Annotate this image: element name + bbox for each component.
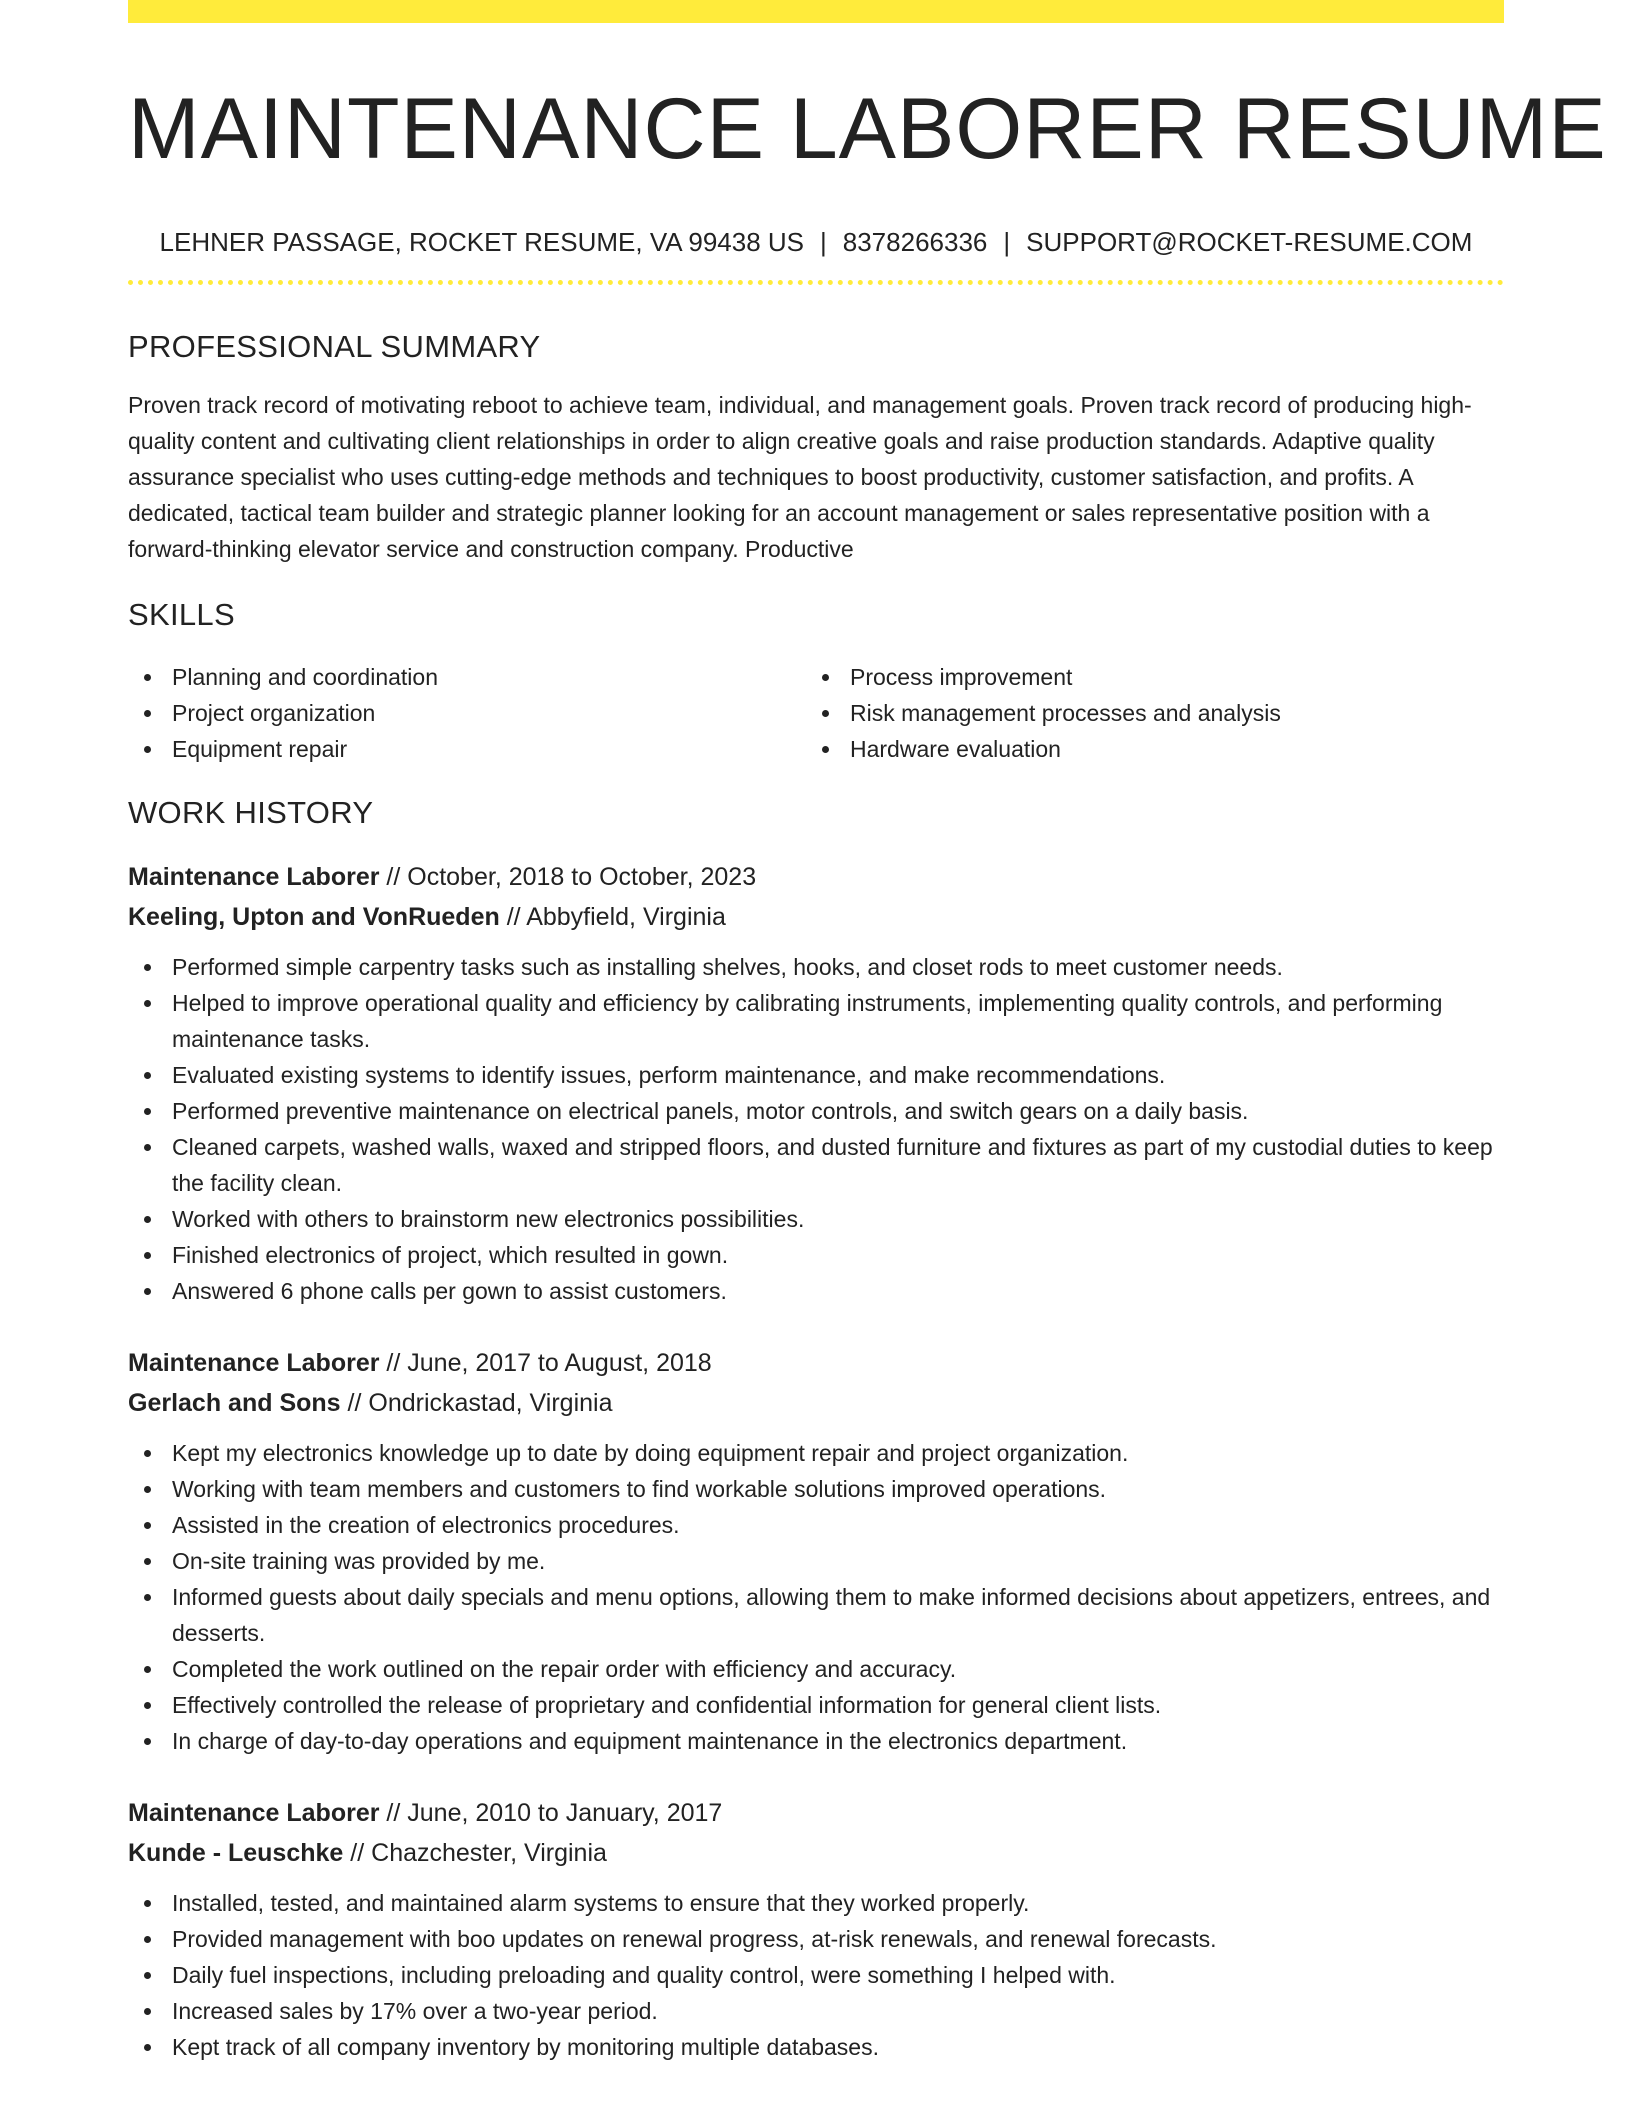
job-dates: October, 2018 to October, 2023 — [407, 863, 757, 891]
job-bullet: Effectively controlled the release of proprietary and confidential information for general client lists. — [128, 1687, 1504, 1723]
separator: // — [350, 1839, 365, 1867]
job-bullet: Answered 6 phone calls per gown to assist customers. — [128, 1273, 1504, 1309]
job-title-line — [128, 1343, 1504, 1383]
job-bullet: Informed guests about daily specials and menu options, allowing them to make informed decisions about appetizers, entrees, and desserts. — [128, 1579, 1504, 1651]
job-bullet: Increased sales by 17% over a two-year period. — [128, 1993, 1504, 2029]
job-bullet: Worked with others to brainstorm new electronics possibilities. — [128, 1201, 1504, 1237]
job-title-line — [128, 857, 1504, 897]
job-company: Kunde - Leuschke — [128, 1839, 344, 1867]
job-bullet: Cleaned carpets, washed walls, waxed and stripped floors, and dusted furniture and fixtures as part of my custodial duties to keep the facility clean. — [128, 1129, 1504, 1201]
contact-email: SUPPORT@ROCKET-RESUME.COM — [1026, 227, 1473, 257]
job-bullet-list — [128, 1435, 1504, 1759]
job-entry — [128, 857, 1504, 1309]
skills-right-column — [806, 659, 1484, 767]
work-history-heading: WORK HISTORY — [128, 795, 374, 830]
job-dates: June, 2010 to January, 2017 — [407, 1799, 723, 1827]
job-dates: June, 2017 to August, 2018 — [407, 1349, 712, 1377]
skill-item: Project organization — [128, 695, 806, 731]
job-location: Ondrickastad, Virginia — [368, 1389, 613, 1417]
accent-top-bar — [128, 0, 1504, 23]
job-bullet-list — [128, 949, 1504, 1309]
separator: // — [386, 1349, 401, 1377]
job-title-line — [128, 1793, 1504, 1833]
skill-item: Planning and coordination — [128, 659, 806, 695]
job-location: Abbyfield, Virginia — [526, 903, 726, 931]
skill-item: Hardware evaluation — [806, 731, 1484, 767]
job-bullet-list — [128, 1885, 1504, 2065]
skill-item: Risk management processes and analysis — [806, 695, 1484, 731]
job-bullet: Finished electronics of project, which resulted in gown. — [128, 1237, 1504, 1273]
summary-heading: PROFESSIONAL SUMMARY — [128, 329, 541, 364]
job-bullet: Daily fuel inspections, including preloading and quality control, were something I helped with. — [128, 1957, 1504, 1993]
job-title: Maintenance Laborer — [128, 863, 380, 891]
job-company-line — [128, 897, 1504, 937]
job-title: Maintenance Laborer — [128, 1349, 380, 1377]
job-entry — [128, 1343, 1504, 1759]
skills-left-column — [128, 659, 806, 767]
separator: // — [347, 1389, 362, 1417]
job-bullet: Completed the work outlined on the repair order with efficiency and accuracy. — [128, 1651, 1504, 1687]
skill-item: Process improvement — [806, 659, 1484, 695]
contact-phone: 8378266336 — [842, 227, 988, 257]
dotted-divider — [128, 280, 1504, 285]
skills-heading: SKILLS — [128, 597, 235, 632]
contact-line — [128, 226, 1504, 258]
job-bullet: Helped to improve operational quality and efficiency by calibrating instruments, implementing quality controls, and performing maintenance tasks. — [128, 985, 1504, 1057]
job-bullet: In charge of day-to-day operations and equipment maintenance in the electronics department. — [128, 1723, 1504, 1759]
job-location: Chazchester, Virginia — [371, 1839, 607, 1867]
job-bullet: Performed preventive maintenance on electrical panels, motor controls, and switch gears on a daily basis. — [128, 1093, 1504, 1129]
job-bullet: On-site training was provided by me. — [128, 1543, 1504, 1579]
job-title: Maintenance Laborer — [128, 1799, 380, 1827]
contact-separator: | — [820, 227, 827, 257]
job-bullet: Working with team members and customers to find workable solutions improved operations. — [128, 1471, 1504, 1507]
job-company: Keeling, Upton and VonRueden — [128, 903, 500, 931]
separator: // — [506, 903, 521, 931]
job-bullet: Kept track of all company inventory by monitoring multiple databases. — [128, 2029, 1504, 2065]
summary-text: Proven track record of motivating reboot to achieve team, individual, and management goals. Proven track record of producing high-quality content and cultivating client relationships in order to align creative goals and raise production standards. Adaptive quality assurance specialist who uses cutting-edge methods and techniques to boost productivity, customer satisfaction, and profits. A dedicated, tactical team builder and strategic planner looking for an account management or sales representative position with a forward-thinking elevator service and construction company. Productive — [128, 392, 1472, 562]
job-bullet: Evaluated existing systems to identify issues, perform maintenance, and make recommendations. — [128, 1057, 1504, 1093]
job-bullet: Assisted in the creation of electronics procedures. — [128, 1507, 1504, 1543]
separator: // — [386, 1799, 401, 1827]
job-bullet: Kept my electronics knowledge up to date by doing equipment repair and project organization. — [128, 1435, 1504, 1471]
contact-separator: | — [1003, 227, 1011, 257]
job-bullet: Performed simple carpentry tasks such as installing shelves, hooks, and closet rods to meet customer needs. — [128, 949, 1504, 985]
job-bullet: Provided management with boo updates on renewal progress, at-risk renewals, and renewal forecasts. — [128, 1921, 1504, 1957]
job-company-line — [128, 1833, 1504, 1873]
resume-page — [128, 0, 1607, 2065]
skill-item: Equipment repair — [128, 731, 806, 767]
job-company-line — [128, 1383, 1504, 1423]
resume-title: MAINTENANCE LABORER RESUME — [128, 81, 1607, 177]
contact-address: LEHNER PASSAGE, ROCKET RESUME, VA 99438 US — [159, 227, 804, 257]
skills-grid — [128, 659, 1504, 767]
separator: // — [386, 863, 401, 891]
job-entry — [128, 1793, 1504, 2065]
job-company: Gerlach and Sons — [128, 1389, 341, 1417]
job-bullet: Installed, tested, and maintained alarm systems to ensure that they worked properly. — [128, 1885, 1504, 1921]
